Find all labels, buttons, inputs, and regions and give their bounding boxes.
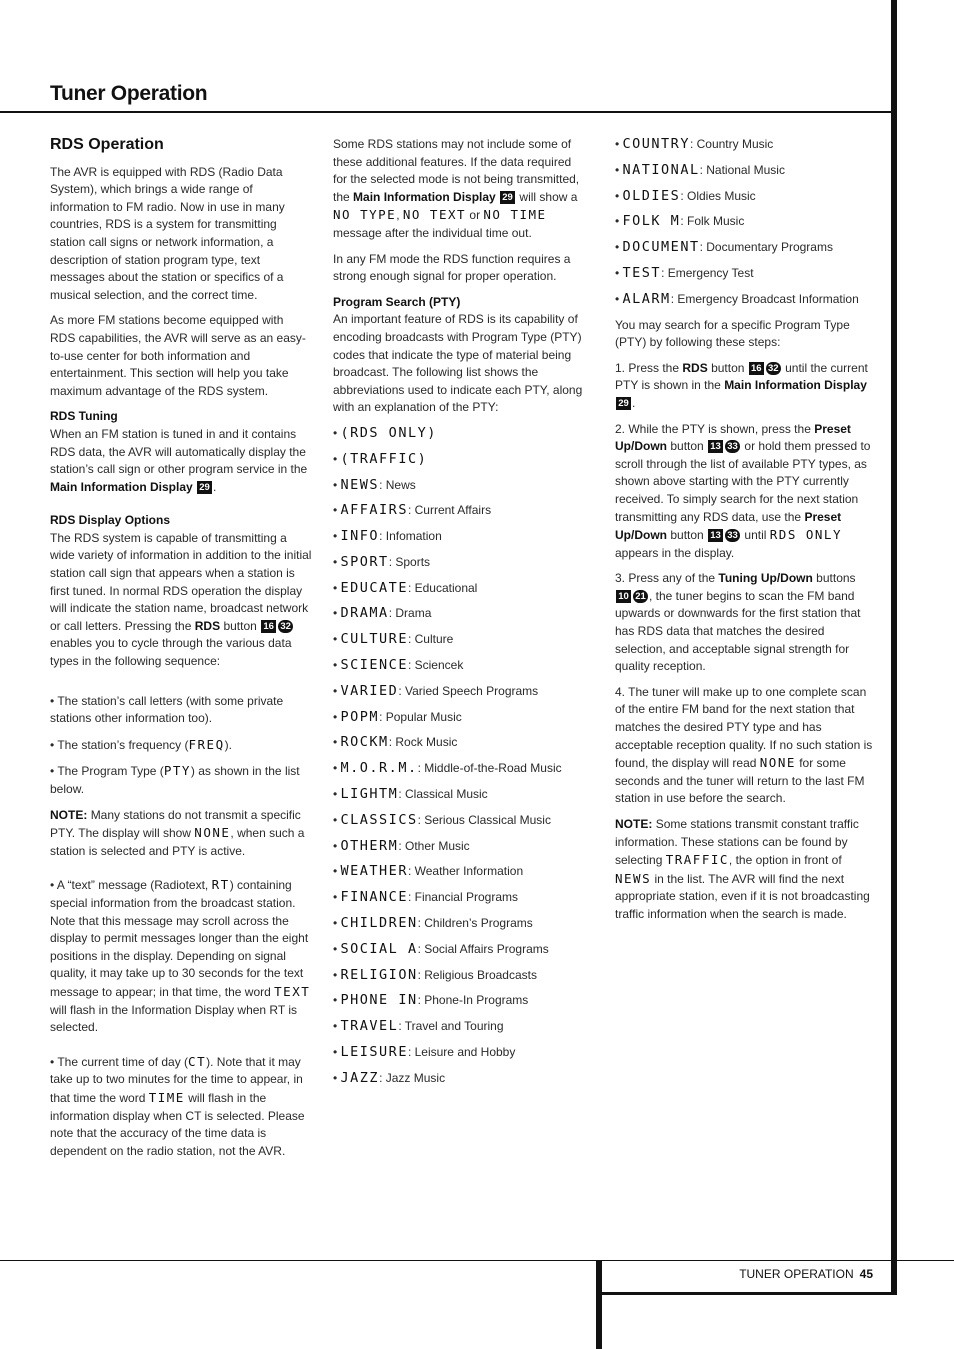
pty-code: NATIONAL bbox=[622, 161, 700, 178]
footer-section: TUNER OPERATION bbox=[739, 1267, 854, 1281]
page-title: Tuner Operation bbox=[50, 82, 208, 105]
title-rule bbox=[0, 111, 891, 113]
pty-item: • TRAVEL: Travel and Touring bbox=[333, 1018, 504, 1035]
pty-item: • (RDS ONLY) bbox=[333, 424, 437, 441]
pty-item: • PHONE IN: Phone-In Programs bbox=[333, 992, 529, 1009]
pty-code: PHONE IN bbox=[340, 992, 418, 1009]
pty-section: Program Search (PTY) An important feature of RDS is its capability of encoding broadcasts with Program Type (PTY) codes that indicate the type of material being broadcast. The following list shows the abbreviations used to indicate each PTY, along with an explanation of the PTY: bbox=[333, 294, 583, 415]
pty-code: M.O.R.M. bbox=[340, 760, 418, 777]
list-item: • A “text” message (Radiotext, RT) containing special information from the broadcast station. Note that this message may scroll across the display to permit messages longer than the eight positions in the display. Depending on signal quality, it may take up to 30 seconds for the text message to appear; in that time, the word TEXT will flash in the Information Display when RT is selected. bbox=[50, 877, 311, 1035]
ref-badge-33: 33 bbox=[725, 529, 740, 542]
ref-badge-32: 32 bbox=[766, 362, 781, 375]
intro-paragraph: The AVR is equipped with RDS (Radio Data System), which brings a wide range of information to FM radio. Now in use in many countries, RDS is a system for transmitting station call signs or network information, a description of station program type, text messages about the station or specifics of a musical selection, and the correct time. bbox=[50, 164, 285, 302]
pty-code: AFFAIRS bbox=[340, 502, 408, 519]
pty-description: : Classical Music bbox=[398, 787, 488, 802]
ref-badge-16: 16 bbox=[749, 362, 764, 375]
pty-item: • DOCUMENT: Documentary Programs bbox=[615, 239, 833, 256]
pty-code: NEWS bbox=[340, 476, 380, 493]
pty-description: : Religious Broadcasts bbox=[417, 967, 537, 982]
pty-item: • SCIENCE: Sciencek bbox=[333, 657, 464, 674]
pty-code: LEISURE bbox=[340, 1044, 408, 1061]
pty-item: • NATIONAL: National Music bbox=[615, 161, 785, 178]
step-4: 4. The tuner will make up to one complete scan of the entire FM band for the next station that matches the desired PTY type and has acceptable reception quality. If no such station is found, the display will read NONE for some seconds and the tuner will return to the last FM station in use before the search. bbox=[615, 684, 873, 806]
pty-item: • EDUCATE: Educational bbox=[333, 579, 478, 596]
pty-item: • VARIED: Varied Speech Programs bbox=[333, 682, 539, 699]
pty-item: • ALARM: Emergency Broadcast Information bbox=[615, 290, 859, 307]
pty-description: : Folk Music bbox=[680, 214, 745, 229]
pty-item: • CHILDREN: Children’s Programs bbox=[333, 915, 533, 932]
pty-item: • SPORT: Sports bbox=[333, 553, 431, 570]
pty-code: WEATHER bbox=[340, 863, 408, 880]
pty-item: • INFO: Infomation bbox=[333, 528, 442, 545]
ref-badge-13: 13 bbox=[708, 440, 723, 453]
pty-item: • CULTURE: Culture bbox=[333, 631, 454, 648]
pty-description: : News bbox=[379, 477, 416, 492]
paragraph: You may search for a specific Program Type (PTY) by following these steps: bbox=[615, 317, 850, 350]
pty-code: ALARM bbox=[622, 290, 671, 307]
pty-description: : Travel and Touring bbox=[398, 1019, 504, 1034]
pty-code: CHILDREN bbox=[340, 915, 418, 932]
pty-code: POPM bbox=[340, 708, 380, 725]
pty-description: : Emergency Test bbox=[661, 265, 754, 280]
rds-tuning: RDS Tuning When an FM station is tuned in and it contains RDS data, the AVR will automatically display the station’s call sign or other program service in the Main Information Display 29 . bbox=[50, 409, 308, 494]
list-item: • The current time of day (CT). Note that it may take up to two minutes for the time to appear, in that time the word TIME will flash in the information display when CT is selected. Please note that the accuracy of the time data is dependent on the radio station, not the AVR. bbox=[50, 1053, 305, 1158]
pty-code: SOCIAL A bbox=[340, 940, 418, 957]
pty-code: VARIED bbox=[340, 682, 399, 699]
pty-item: • AFFAIRS: Current Affairs bbox=[333, 502, 492, 519]
section-heading: RDS Operation bbox=[50, 136, 164, 153]
pty-item: • (TRAFFIC) bbox=[333, 450, 428, 467]
pty-code: ROCKM bbox=[340, 734, 389, 751]
pty-description: : Serious Classical Music bbox=[417, 812, 551, 827]
pty-item: • SOCIAL A: Social Affairs Programs bbox=[333, 940, 549, 957]
pty-code: DOCUMENT bbox=[622, 239, 700, 256]
pty-description: : Educational bbox=[407, 580, 478, 595]
pty-item: • LEISURE: Leisure and Hobby bbox=[333, 1044, 516, 1061]
ref-badge-29: 29 bbox=[500, 191, 515, 204]
rds-display-options: RDS Display Options The RDS system is capable of transmitting a wide variety of information in addition to the initial station call sign that appears when a station is first tuned. In normal RDS operation the display will indicate the station name, broadcast network or call letters. Pressing the RDS button 16 32 enables you to cycle through the various data types in the following sequence: bbox=[50, 513, 312, 669]
list-item: • The station’s call letters (with some private stations other information too). bbox=[50, 693, 284, 726]
pty-code: TRAVEL bbox=[340, 1018, 399, 1035]
pty-description: : Emergency Broadcast Information bbox=[670, 291, 859, 306]
pty-description: : Sciencek bbox=[407, 658, 464, 673]
pty-list bbox=[333, 425, 585, 1088]
intro-paragraph-2: As more FM stations become equipped with RDS capabilities, the AVR will serve as an easy-to-use center for both information and entertainment. This section will help you take maximum advantage of the RDS system. bbox=[50, 313, 306, 398]
pty-description: : Middle-of-the-Road Music bbox=[417, 761, 562, 776]
pty-item: • LIGHTM: Classical Music bbox=[333, 786, 488, 803]
pty-description: : Rock Music bbox=[388, 735, 458, 750]
paragraph: Some RDS stations may not include some of these additional features. If the data required for the selected mode is not being transmitted, the Main Information Display 29 will show a NO TYPE, NO TEXT or NO TIME message after the individual time out. bbox=[333, 137, 580, 240]
pty-item: • OLDIES: Oldies Music bbox=[615, 187, 756, 204]
pty-item: • NEWS: News bbox=[333, 476, 416, 493]
pty-item: • JAZZ: Jazz Music bbox=[333, 1069, 446, 1086]
pty-code: DRAMA bbox=[340, 605, 389, 622]
footer-bar-horizontal bbox=[596, 1292, 897, 1295]
pty-item: • COUNTRY: Country Music bbox=[615, 136, 774, 152]
pty-item: • WEATHER: Weather Information bbox=[333, 863, 524, 880]
pty-item: • M.O.R.M.: Middle-of-the-Road Music bbox=[333, 760, 562, 777]
pty-description: : Weather Information bbox=[407, 864, 524, 879]
pty-description: : National Music bbox=[699, 162, 785, 177]
ref-badge-13: 13 bbox=[708, 529, 723, 542]
note: NOTE: Many stations do not transmit a specific PTY. The display will show NONE, when such a station is selected and PTY is active. bbox=[50, 807, 305, 858]
pty-item: • TEST: Emergency Test bbox=[615, 264, 754, 281]
pty-description: : Social Affairs Programs bbox=[417, 941, 549, 956]
list-item: • The station’s frequency (FREQ). bbox=[50, 736, 232, 752]
pty-description: : Documentary Programs bbox=[699, 240, 833, 255]
paragraph: In any FM mode the RDS function requires a strong enough signal for proper operation. bbox=[333, 251, 571, 284]
pty-code: (TRAFFIC) bbox=[340, 450, 428, 467]
pty-code: SPORT bbox=[340, 553, 389, 570]
subheading: RDS Tuning bbox=[50, 409, 118, 424]
pty-item: • POPM: Popular Music bbox=[333, 708, 462, 725]
subheading: Program Search (PTY) bbox=[333, 294, 461, 309]
pty-item: • CLASSICS: Serious Classical Music bbox=[333, 811, 551, 828]
pty-item: • FOLK M: Folk Music bbox=[615, 213, 745, 230]
ref-badge-21: 21 bbox=[633, 590, 648, 603]
ref-badge-16: 16 bbox=[261, 620, 276, 633]
pty-description: : Country Music bbox=[689, 137, 774, 151]
pty-list-continued bbox=[615, 136, 875, 309]
pty-item: • ROCKM: Rock Music bbox=[333, 734, 458, 751]
pty-code: OLDIES bbox=[622, 187, 681, 204]
pty-code: COUNTRY bbox=[622, 136, 690, 152]
right-edge-bar bbox=[891, 0, 897, 1295]
pty-code: CULTURE bbox=[340, 631, 408, 648]
column-1 bbox=[50, 136, 312, 1168]
pty-code: (RDS ONLY) bbox=[340, 424, 437, 441]
ref-badge-10: 10 bbox=[616, 590, 631, 603]
pty-code: EDUCATE bbox=[340, 579, 408, 596]
list-item: • The Program Type (PTY) as shown in the list below. bbox=[50, 763, 300, 796]
step-1: 1. Press the RDS button 16 32 until the current PTY is shown in the Main Information Display 29 . bbox=[615, 360, 868, 410]
pty-description: : Varied Speech Programs bbox=[398, 683, 539, 698]
pty-item: • OTHERM: Other Music bbox=[333, 837, 470, 854]
ref-badge-29: 29 bbox=[197, 481, 212, 494]
pty-description: : Phone-In Programs bbox=[417, 993, 529, 1008]
ref-badge-29: 29 bbox=[616, 397, 631, 410]
pty-code: OTHERM bbox=[340, 837, 399, 854]
pty-code: SCIENCE bbox=[340, 657, 408, 674]
pty-code: JAZZ bbox=[340, 1069, 380, 1086]
footer-rule bbox=[0, 1260, 954, 1261]
pty-description: : Current Affairs bbox=[407, 503, 492, 518]
pty-description: : Culture bbox=[407, 632, 454, 647]
step-2: 2. While the PTY is shown, press the Preset Up/Down button 13 33 or hold them pressed to scroll through the list of available PTY types, as shown above starting with the PTY currently received. To simply search for the next station transmitting any RDS data, use the Preset Up/Down button 13 33 until RDS ONLY appears in the display. bbox=[615, 421, 871, 560]
pty-code: FINANCE bbox=[340, 889, 408, 906]
pty-description: : Popular Music bbox=[379, 709, 462, 724]
pty-code: RELIGION bbox=[340, 966, 418, 983]
pty-description: : Financial Programs bbox=[407, 890, 518, 905]
pty-description: : Children’s Programs bbox=[417, 916, 533, 931]
step-3: 3. Press any of the Tuning Up/Down buttons 10 21 , the tuner begins to scan the FM band upwards or downwards for the first station that has RDS data that matches the desired selection, and acceptable signal strength for quality reception. bbox=[615, 571, 861, 674]
pty-code: INFO bbox=[340, 528, 380, 545]
pty-description: : Sports bbox=[388, 554, 431, 569]
ref-badge-33: 33 bbox=[725, 440, 740, 453]
pty-item: • RELIGION: Religious Broadcasts bbox=[333, 966, 537, 983]
pty-description: : Other Music bbox=[398, 838, 470, 853]
footer-bar-vertical bbox=[596, 1261, 602, 1349]
ref-badge-32: 32 bbox=[278, 620, 293, 633]
pty-description: : Jazz Music bbox=[379, 1070, 446, 1085]
pty-code: LIGHTM bbox=[340, 786, 399, 803]
pty-description: : Oldies Music bbox=[680, 188, 756, 203]
pty-item: • DRAMA: Drama bbox=[333, 605, 432, 622]
pty-item: • FINANCE: Financial Programs bbox=[333, 889, 518, 906]
pty-code: FOLK M bbox=[622, 213, 681, 230]
page-footer bbox=[700, 1267, 873, 1281]
column-3 bbox=[615, 136, 875, 932]
note: NOTE: Some stations transmit constant traffic information. These stations can be found by selecting TRAFFIC, the option in front of NEWS in the list. The AVR will find the next appropriate station, even if it is not broadcasting traffic information when the search is made. bbox=[615, 817, 870, 921]
pty-code: CLASSICS bbox=[340, 811, 418, 828]
page-number: 45 bbox=[859, 1267, 873, 1281]
column-2 bbox=[333, 136, 585, 1096]
pty-description: : Leisure and Hobby bbox=[407, 1045, 516, 1060]
pty-description: : Infomation bbox=[379, 529, 442, 544]
pty-code: TEST bbox=[622, 264, 662, 281]
pty-description: : Drama bbox=[388, 606, 432, 621]
subheading: RDS Display Options bbox=[50, 513, 171, 528]
